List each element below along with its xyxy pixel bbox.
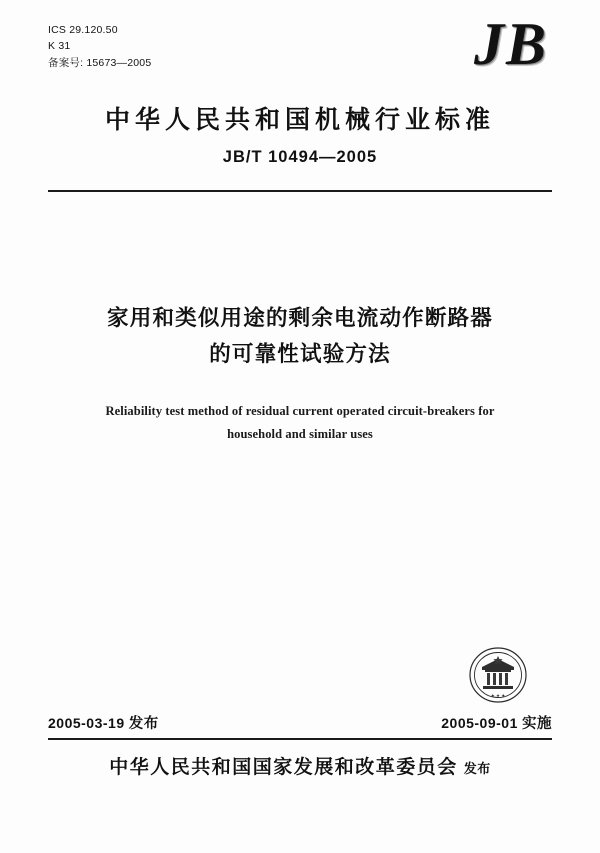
ics-code: ICS 29.120.50 xyxy=(48,24,118,36)
national-emblem-icon xyxy=(468,645,528,705)
standard-number: JB/T 10494—2005 xyxy=(222,148,378,166)
document-title-cn-line1: 家用和类似用途的剩余电流动作断路器 xyxy=(107,306,493,330)
issue-date-label: 发布 xyxy=(128,716,159,732)
document-title-en-line1: Reliability test method of residual current operated circuit-breakers for xyxy=(105,404,495,418)
jb-logo: JB xyxy=(473,11,548,77)
authority-title: 中华人民共和国机械行业标准 xyxy=(104,107,495,134)
issuing-body xyxy=(0,752,600,779)
effective-date-label: 实施 xyxy=(522,716,552,732)
dates-row xyxy=(48,712,552,733)
document-title-cn xyxy=(0,300,600,372)
effective-date-value: 2005-09-01 xyxy=(441,715,518,731)
issue-date xyxy=(48,712,159,733)
effective-date xyxy=(441,712,552,733)
record-number: 备案号: 15673—2005 xyxy=(48,56,152,69)
top-divider-rule xyxy=(48,190,552,192)
header-metadata xyxy=(48,22,151,71)
document-title-en-line2: household and similar uses xyxy=(227,427,373,442)
document-title-en xyxy=(0,400,600,446)
issue-date-value: 2005-03-19 xyxy=(48,715,125,731)
classification-code: K 31 xyxy=(48,40,71,53)
issuing-body-suffix: 发布 xyxy=(463,761,491,776)
issuing-body-name: 中华人民共和国国家发展和改革委员会 xyxy=(109,757,458,778)
document-title-cn-line2: 的可靠性试验方法 xyxy=(209,342,391,367)
svg-text:★ ★ ★: ★ ★ ★ xyxy=(490,693,506,698)
bottom-divider-rule xyxy=(48,738,552,740)
